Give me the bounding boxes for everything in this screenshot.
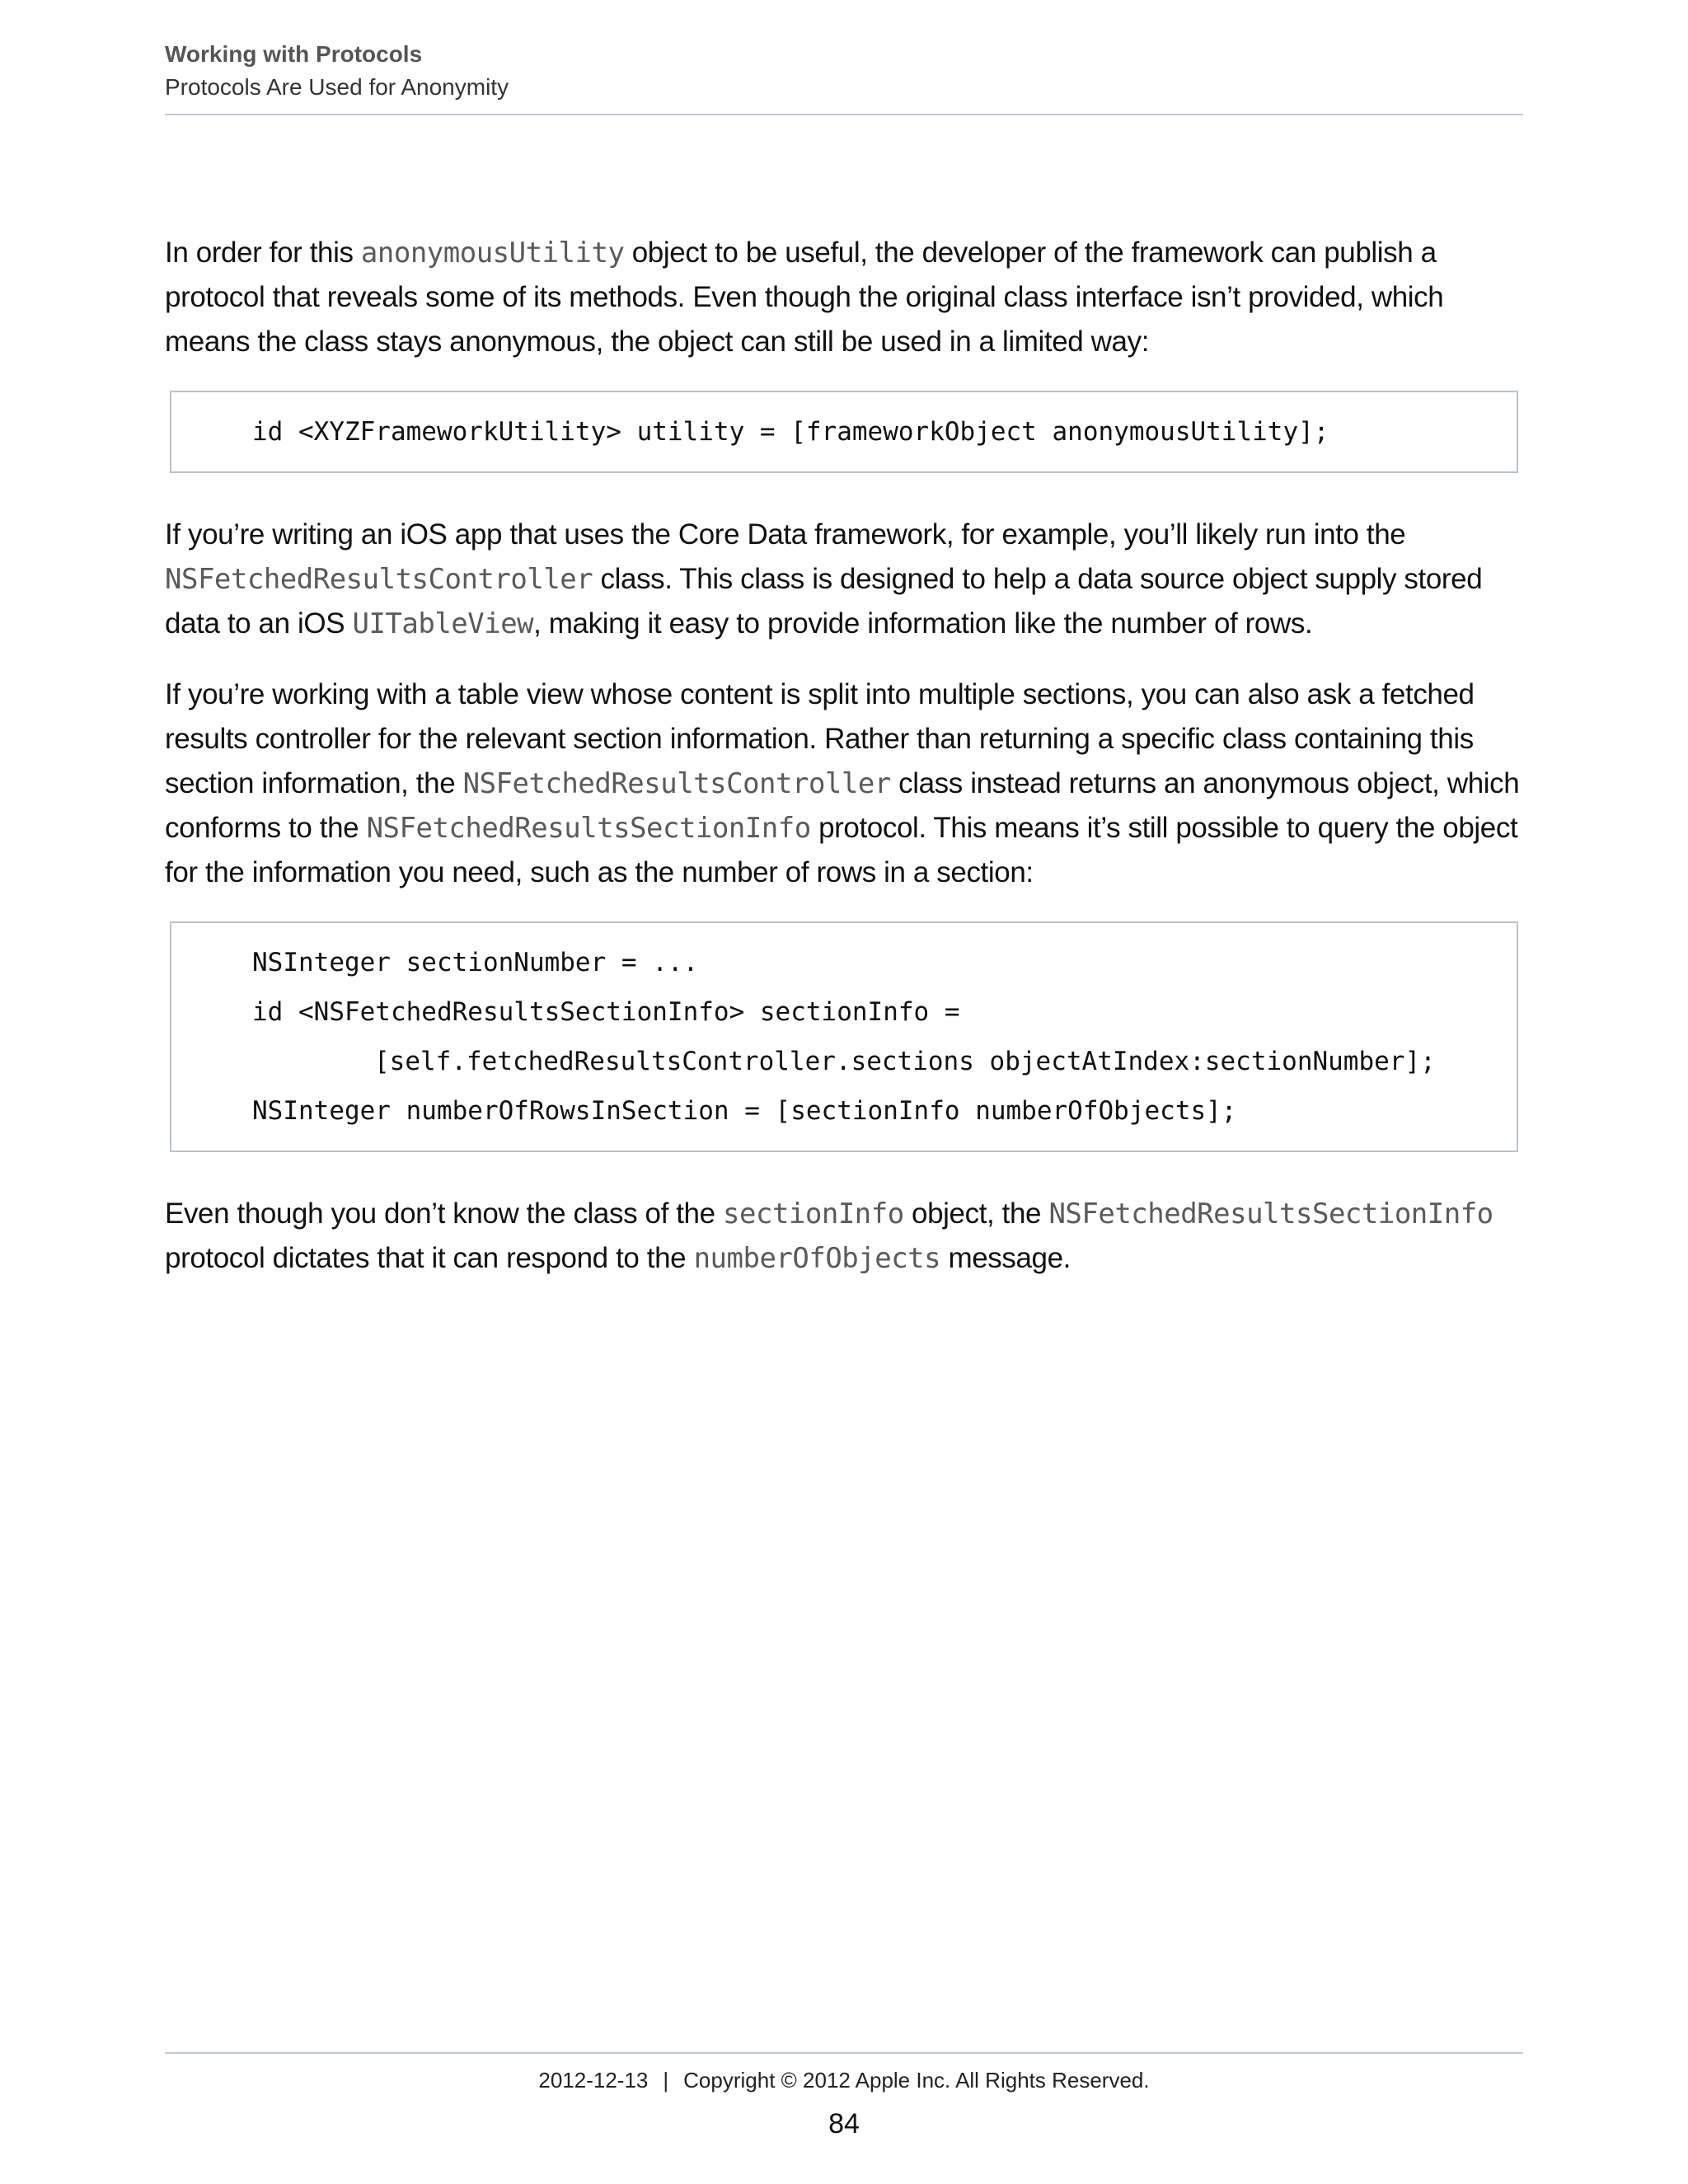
footer-date: 2012-12-13 xyxy=(538,2068,649,2093)
text-run: protocol. This means it’s still possible to query the object for the information you need, such as the number of rows in a section: xyxy=(165,812,1518,888)
text-run: class instead returns an anonymous object, which conforms to the xyxy=(165,767,1520,844)
text-run: In order for this xyxy=(165,237,361,269)
page-content xyxy=(165,231,1523,1307)
paragraph-core-data xyxy=(165,513,1523,646)
text-run: object, the xyxy=(903,1197,1049,1230)
code-line: [self.fetchedResultsController.sections objectAtIndex:sectionNumber]; xyxy=(374,1047,1436,1076)
footer-divider xyxy=(165,2052,1523,2054)
text-run: message. xyxy=(940,1242,1071,1274)
text-run: class. This class is designed to help a data source object supply stored data to an iOS xyxy=(165,563,1483,640)
code-line: id <NSFetchedResultsSectionInfo> sectionInfo = xyxy=(252,997,960,1027)
inline-code: anonymousUtility xyxy=(360,237,625,269)
inline-code: sectionInfo xyxy=(723,1197,904,1230)
text-run: If you’re writing an iOS app that uses the Core Data framework, for example, you’ll likely run into the xyxy=(165,518,1406,551)
code-line: id <XYZFrameworkUtility> utility = [frameworkObject anonymousUtility]; xyxy=(252,417,1329,447)
text-run: If you’re working with a table view whose content is split into multiple sections, you can also ask a fetched results controller for the relevant section information. Rather than returning a specific class containing this section information, the xyxy=(165,678,1475,799)
inline-code: NSFetchedResultsController xyxy=(462,767,891,800)
inline-code: NSFetchedResultsSectionInfo xyxy=(366,812,811,845)
text-run: protocol dictates that it can respond to the xyxy=(165,1242,694,1274)
inline-code: UITableView xyxy=(352,607,534,640)
page-footer xyxy=(165,2064,1523,2097)
page-number: 84 xyxy=(828,2108,860,2139)
page-header xyxy=(165,38,1523,104)
footer-separator: | xyxy=(663,2068,669,2093)
footer-copyright: Copyright © 2012 Apple Inc. All Rights Reserved. xyxy=(683,2068,1150,2093)
text-run: , making it easy to provide information like the number of rows. xyxy=(533,607,1313,640)
code-block-section-info xyxy=(170,921,1518,1152)
section-title: Protocols Are Used for Anonymity xyxy=(165,74,509,100)
inline-code: NSFetchedResultsSectionInfo xyxy=(1048,1197,1493,1230)
text-run: object to be useful, the developer of the framework can publish a protocol that reveals some of its methods. Even though the original class interface isn’t provided, which means the class stays anonymous, the object can still be used in a limited way: xyxy=(165,237,1444,358)
code-line: NSInteger numberOfRowsInSection = [sectionInfo numberOfObjects]; xyxy=(252,1096,1237,1126)
paragraph-section-info-protocol xyxy=(165,1192,1523,1281)
inline-code: numberOfObjects xyxy=(693,1242,941,1275)
code-block-utility xyxy=(170,391,1518,473)
header-divider xyxy=(165,114,1523,115)
code-line: NSInteger sectionNumber = ... xyxy=(252,948,699,977)
chapter-title: Working with Protocols xyxy=(165,41,423,67)
text-run: Even though you don’t know the class of the xyxy=(165,1197,724,1230)
paragraph-sections xyxy=(165,673,1523,895)
inline-code: NSFetchedResultsController xyxy=(165,563,593,596)
paragraph-anonymous-utility xyxy=(165,231,1523,364)
